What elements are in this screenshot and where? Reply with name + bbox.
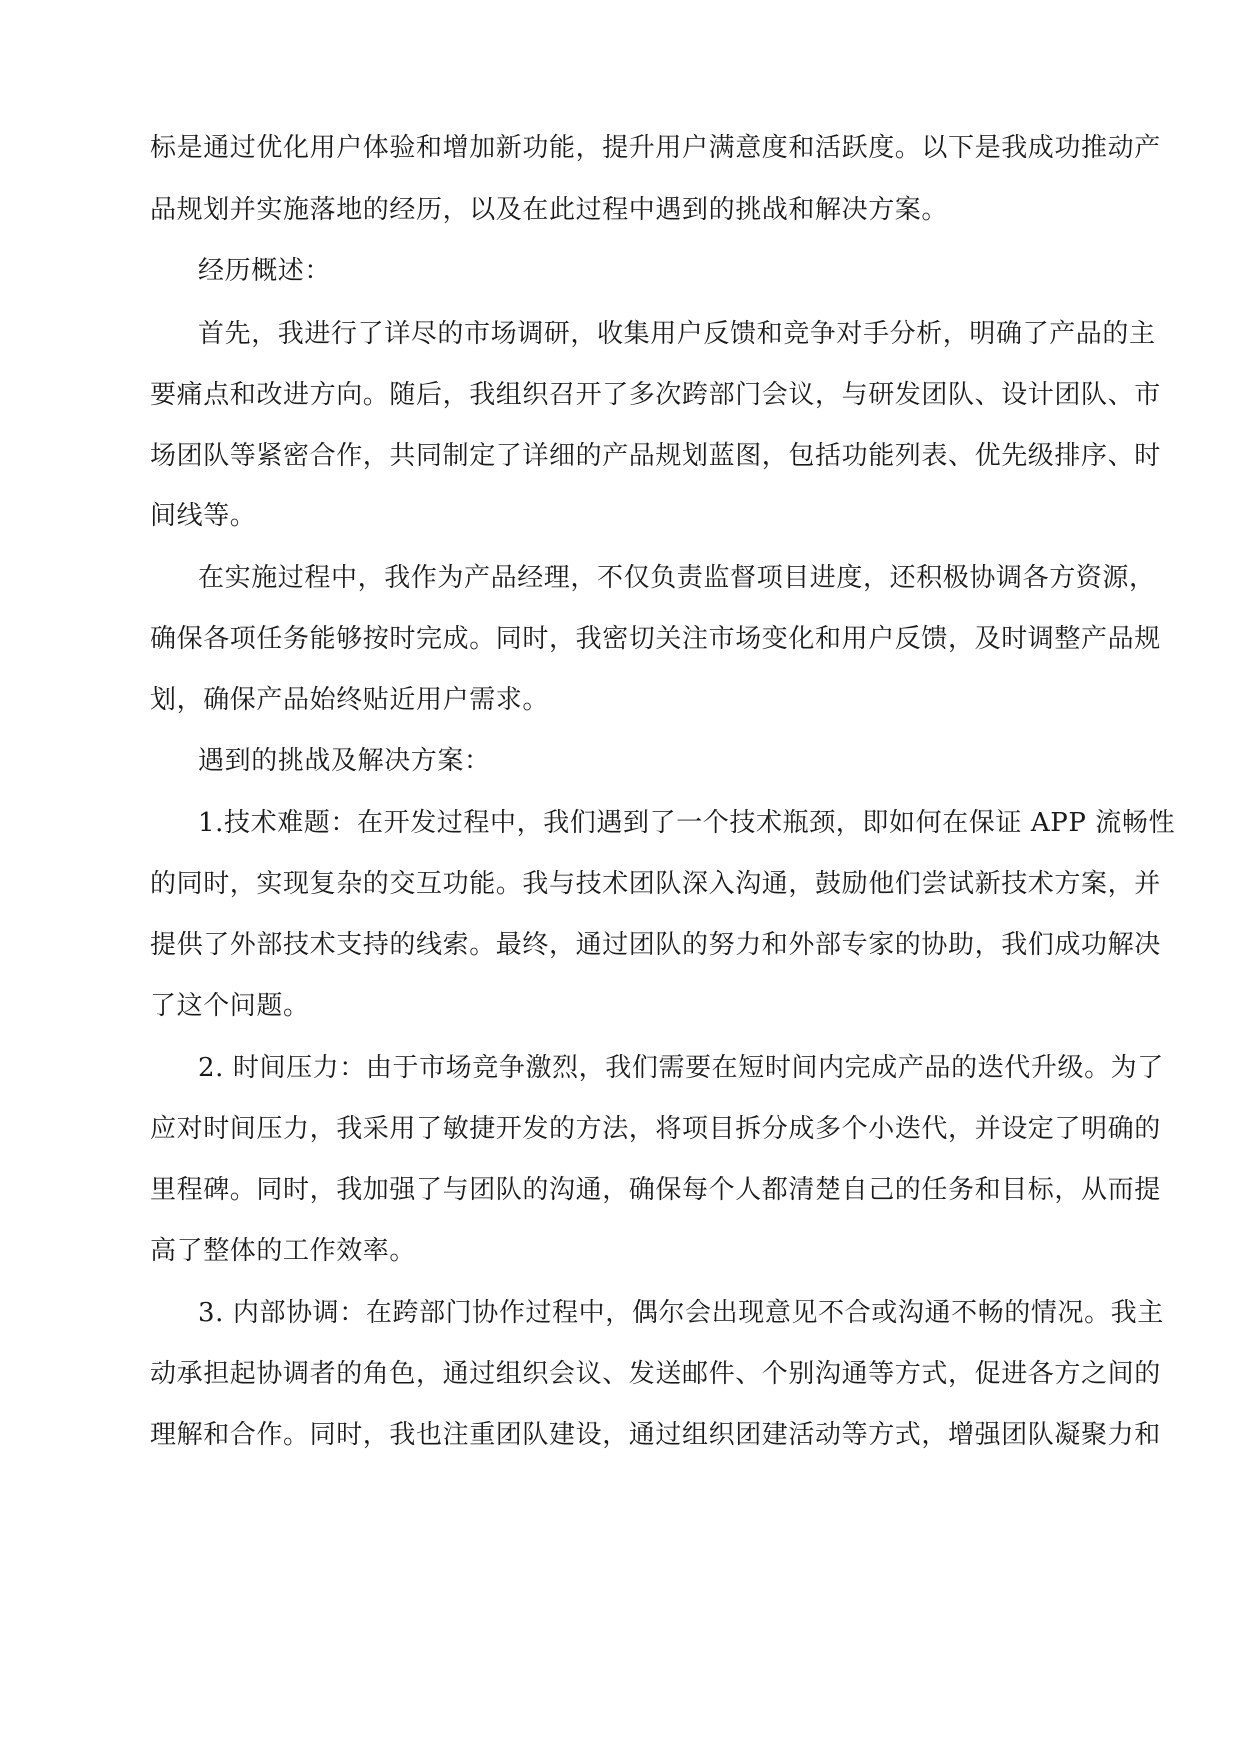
text-line: 提供了外部技术支持的线索。最终，通过团队的努力和外部专家的协助，我们成功解决 — [150, 930, 1161, 960]
text-line: 2. 时间压力：由于市场竞争激烈，我们需要在短时间内完成产品的迭代升级。为了 — [198, 1053, 1164, 1083]
text-line: 标是通过优化用户体验和增加新功能，提升用户满意度和活跃度。以下是我成功推动产 — [150, 133, 1161, 163]
text-line: 首先，我进行了详尽的市场调研，收集用户反馈和竞争对手分析，明确了产品的主 — [198, 319, 1156, 349]
text-line: 场团队等紧密合作，共同制定了详细的产品规划蓝图，包括功能列表、优先级排序、时 — [150, 441, 1161, 471]
text-line: 确保各项任务能够按时完成。同时，我密切关注市场变化和用户反馈，及时调整产品规 — [150, 624, 1161, 654]
text-line: 应对时间压力，我采用了敏捷开发的方法，将项目拆分成多个小迭代，并设定了明确的 — [150, 1114, 1161, 1144]
text-line: 里程碑。同时，我加强了与团队的沟通，确保每个人都清楚自己的任务和目标，从而提 — [150, 1175, 1161, 1205]
text-line: 动承担起协调者的角色，通过组织会议、发送邮件、个别沟通等方式，促进各方之间的 — [150, 1359, 1161, 1389]
text-line: 的同时，实现复杂的交互功能。我与技术团队深入沟通，鼓励他们尝试新技术方案，并 — [150, 869, 1161, 899]
section-heading: 遇到的挑战及解决方案： — [198, 746, 491, 776]
section-heading: 经历概述： — [198, 256, 332, 286]
text-line: 3. 内部协调：在跨部门协作过程中，偶尔会出现意见不合或沟通不畅的情况。我主 — [198, 1298, 1164, 1328]
text-line: 划，确保产品始终贴近用户需求。 — [150, 685, 550, 715]
text-line: 理解和合作。同时，我也注重团队建设，通过组织团建活动等方式，增强团队凝聚力和 — [150, 1420, 1161, 1450]
text-line: 品规划并实施落地的经历，以及在此过程中遇到的挑战和解决方案。 — [150, 195, 949, 225]
text-line: 间线等。 — [150, 501, 257, 531]
text-line: 1.技术难题：在开发过程中，我们遇到了一个技术瓶颈，即如何在保证 APP 流畅性 — [198, 808, 1176, 838]
text-line: 要痛点和改进方向。随后，我组织召开了多次跨部门会议，与研发团队、设计团队、市 — [150, 380, 1161, 410]
text-line: 高了整体的工作效率。 — [150, 1236, 417, 1266]
text-line: 了这个问题。 — [150, 991, 310, 1021]
text-line: 在实施过程中，我作为产品经理，不仅负责监督项目进度，还积极协调各方资源， — [198, 563, 1156, 593]
